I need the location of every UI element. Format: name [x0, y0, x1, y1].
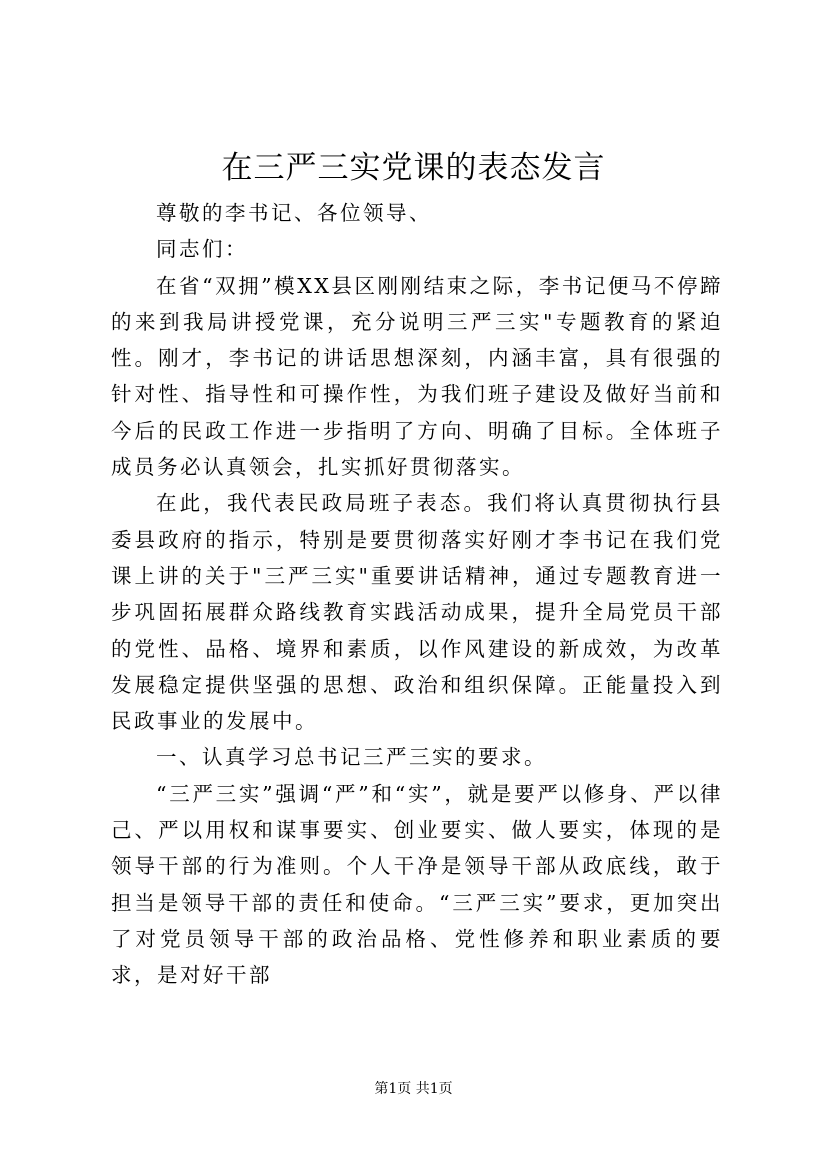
- section-heading-1: 一、认真学习总书记三严三实的要求。: [156, 745, 547, 770]
- paragraph-intro: 在省“双拥”模XX县区刚刚结束之际，李书记便马不停蹄的来到我局讲授党课，充分说明三严三实"专题教育的紧迫性。刚才，李书记的讲话思想深刻，内涵丰富，具有很强的针对性、指导性和可操作性，为我们班子建设及做好当前和今后的民政工作进一步指明了方向、明确了目标。全体班子成员务必认真领会，扎实抓好贯彻落实。: [111, 273, 723, 480]
- page-footer: 第1页 共1页: [374, 1081, 453, 1097]
- document-body: [111, 195, 723, 994]
- document-title: 在三严三实党课的表态发言: [221, 150, 606, 186]
- salutation-line-1: 尊敬的李书记、各位领导、: [156, 201, 432, 225]
- paragraph-statement: 在此，我代表民政局班子表态。我们将认真贯彻执行县委县政府的指示，特别是要贯彻落实好刚才李书记在我们党课上讲的关于"三严三实"重要讲话精神，通过专题教育进一步巩固拓展群众路线教育实践活动成果，提升全局党员干部的党性、品格、境界和素质，以作风建设的新成效，为改革发展稳定提供坚强的思想、政治和组织保障。正能量投入到民政事业的发展中。: [111, 491, 723, 734]
- paragraph-section-1: “三严三实”强调“严”和“实”，就是要严以修身、严以律己、严以用权和谋事要实、创业要实、做人要实，体现的是领导干部的行为准则。个人干净是领导干部从政底线，敢于担当是领导干部的责任和使命。“三严三实”要求，更加突出了对党员领导干部的政治品格、党性修养和职业素质的要求，是对好干部: [111, 781, 723, 988]
- salutation-line-2: 同志们：: [156, 237, 248, 262]
